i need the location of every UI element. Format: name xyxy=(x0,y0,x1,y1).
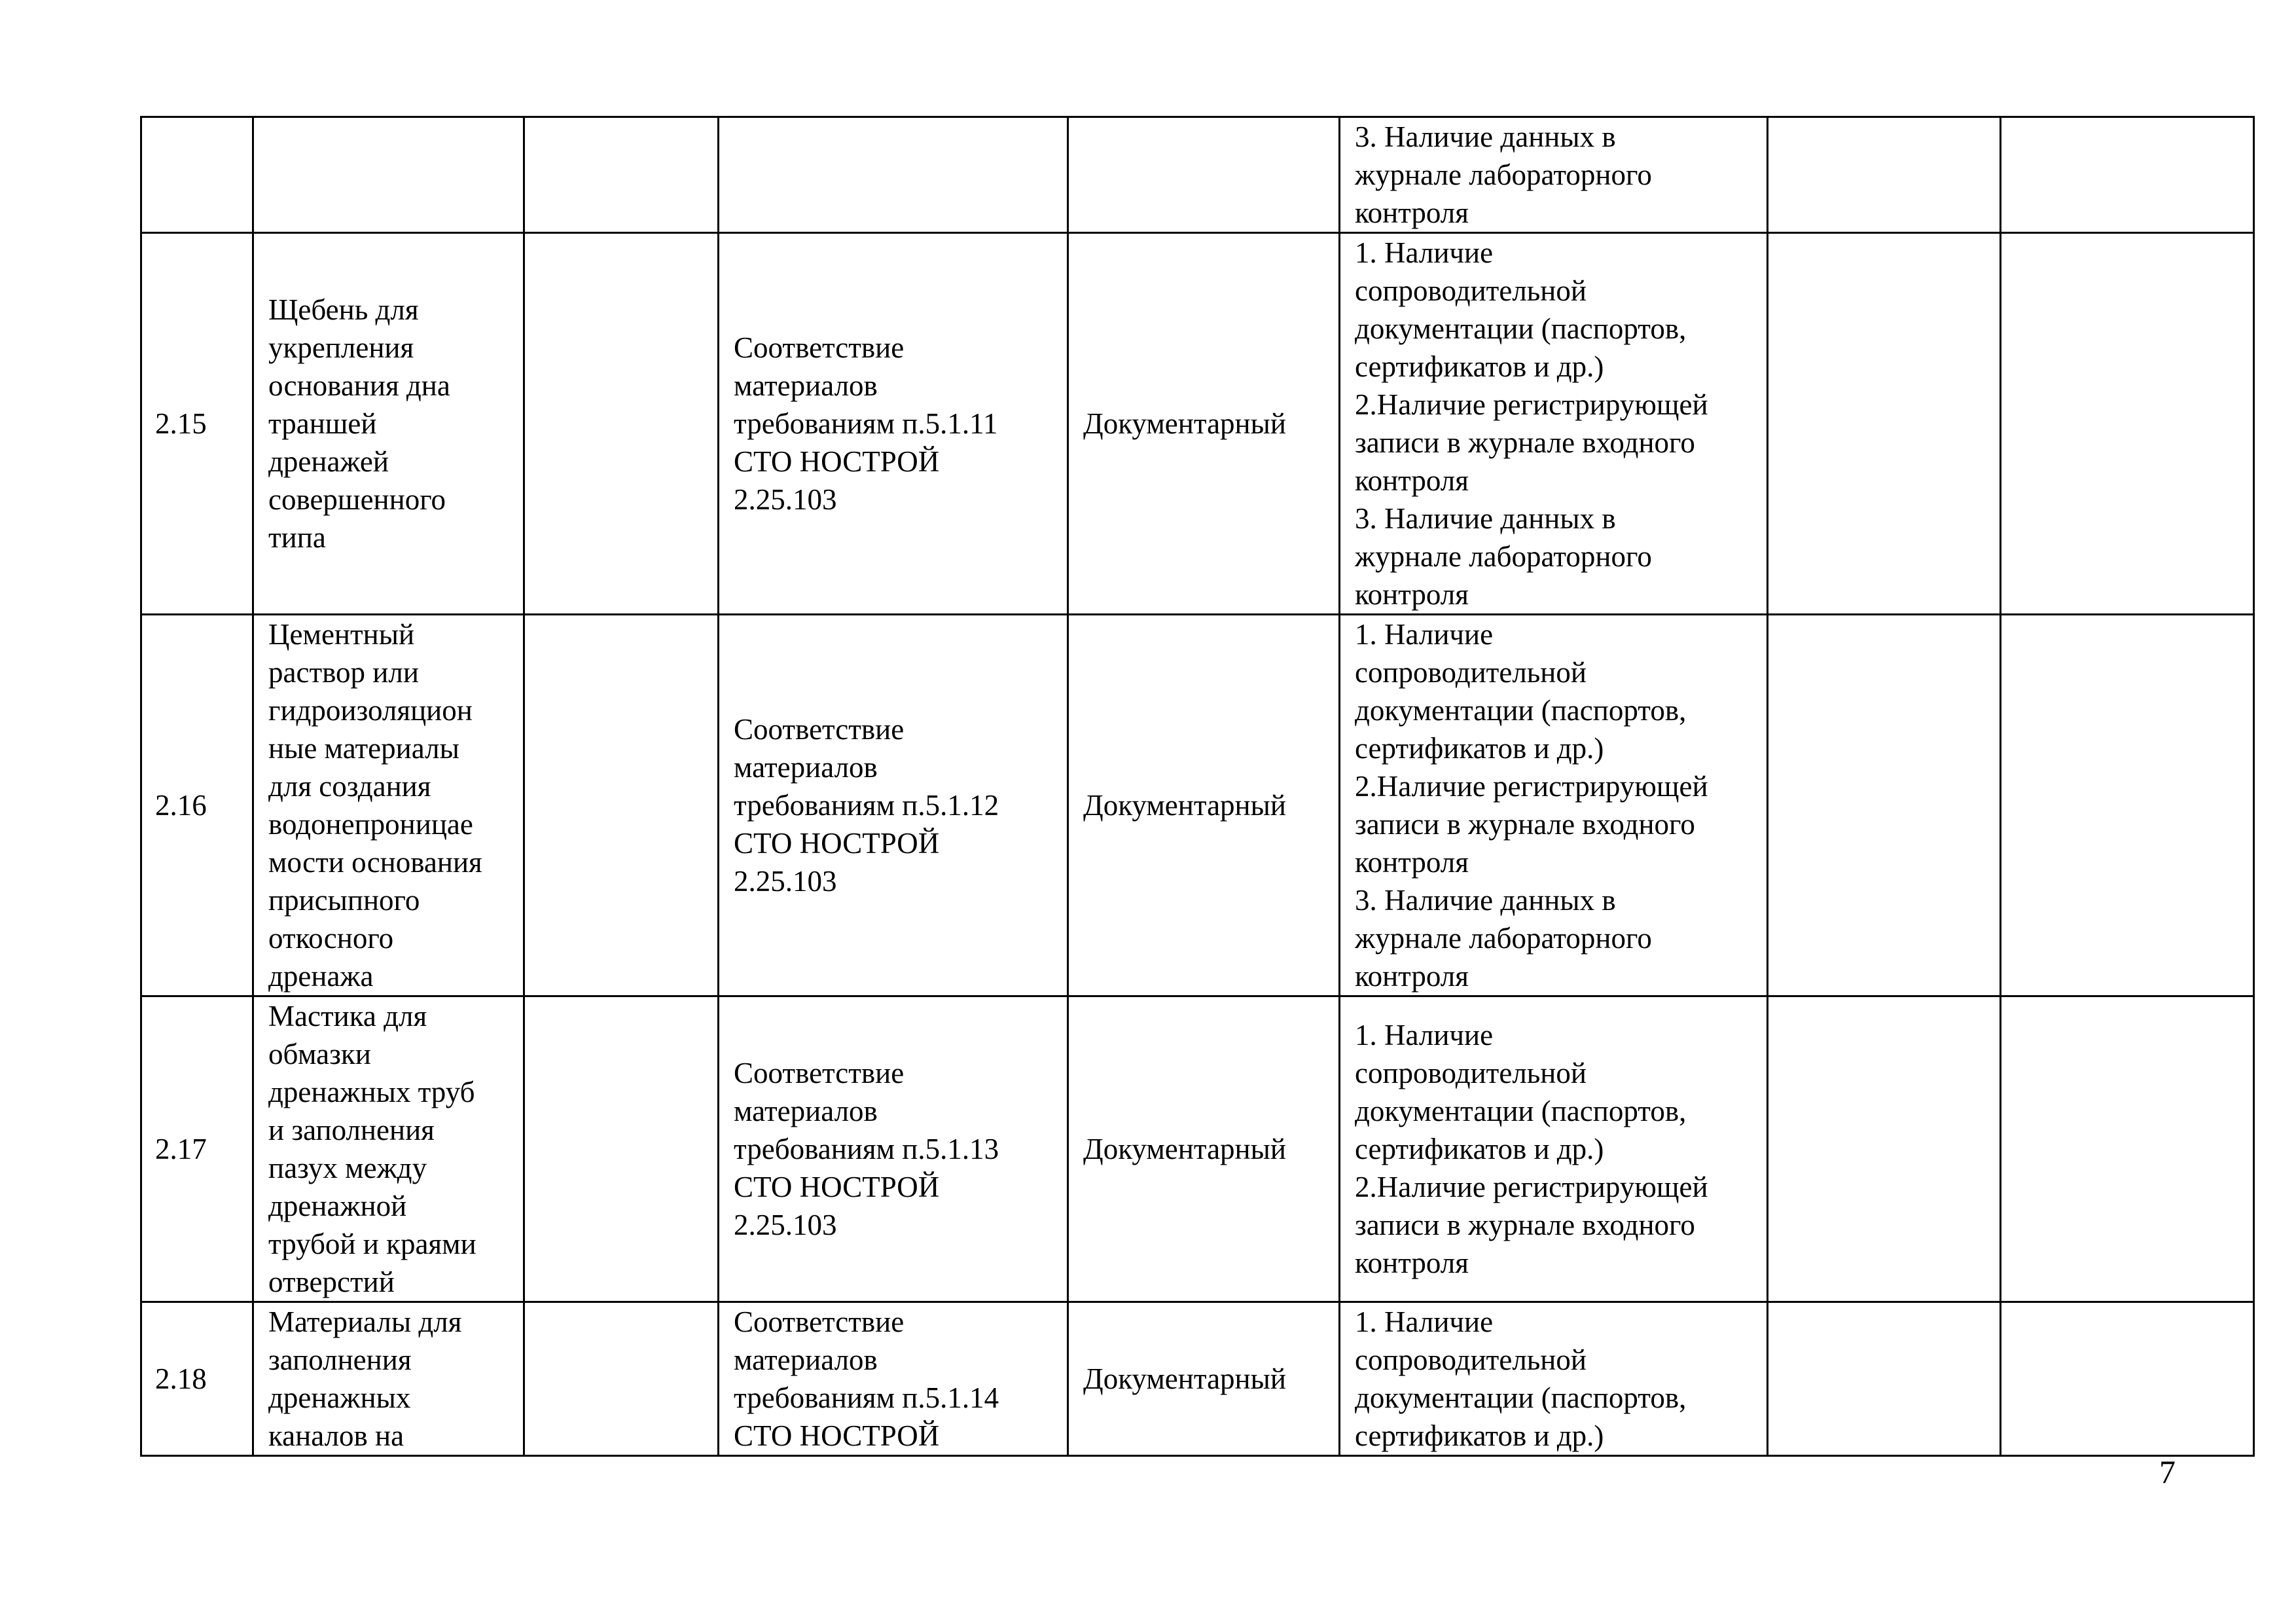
empty-cell xyxy=(1768,233,2001,615)
empty-cell xyxy=(524,1302,719,1456)
empty-cell xyxy=(1768,117,2001,233)
check-criteria-cell: 1. Наличие сопроводительной документации (паспортов, сертификатов и др.) 2.Наличие регистрирующей записи в журнале входного контроля xyxy=(1340,996,1768,1302)
table-row xyxy=(141,615,2254,996)
requirement-cell: Соответствие материалов требованиям п.5.1.12 СТО НОСТРОЙ 2.25.103 xyxy=(719,615,1068,996)
empty-cell xyxy=(1768,996,2001,1302)
empty-cell xyxy=(2001,996,2254,1302)
requirement-cell: Соответствие материалов требованиям п.5.1.13 СТО НОСТРОЙ 2.25.103 xyxy=(719,996,1068,1302)
table-row xyxy=(141,996,2254,1302)
empty-cell xyxy=(2001,615,2254,996)
empty-cell xyxy=(524,615,719,996)
item-number-cell: 2.17 xyxy=(141,996,253,1302)
empty-cell xyxy=(2001,233,2254,615)
empty-cell xyxy=(1768,1302,2001,1456)
control-method-cell xyxy=(1068,117,1340,233)
table-row xyxy=(141,117,2254,233)
empty-cell xyxy=(524,233,719,615)
empty-cell xyxy=(524,117,719,233)
item-name-cell: Щебень для укрепления основания дна траншей дренажей совершенного типа xyxy=(253,233,524,615)
item-number-cell: 2.16 xyxy=(141,615,253,996)
item-number-cell: 2.18 xyxy=(141,1302,253,1456)
item-name-cell: Материалы для заполнения дренажных каналов на xyxy=(253,1302,524,1456)
requirement-cell: Соответствие материалов требованиям п.5.1.14 СТО НОСТРОЙ xyxy=(719,1302,1068,1456)
empty-cell xyxy=(1768,615,2001,996)
table-row xyxy=(141,233,2254,615)
empty-cell xyxy=(524,996,719,1302)
table-row xyxy=(141,1302,2254,1456)
item-number-cell xyxy=(141,117,253,233)
requirement-cell: Соответствие материалов требованиям п.5.1.11 СТО НОСТРОЙ 2.25.103 xyxy=(719,233,1068,615)
control-method-cell: Документарный xyxy=(1068,233,1340,615)
item-name-cell: Мастика для обмазки дренажных труб и заполнения пазух между дренажной трубой и краями отверстий xyxy=(253,996,524,1302)
empty-cell xyxy=(2001,1302,2254,1456)
check-criteria-cell: 1. Наличие сопроводительной документации (паспортов, сертификатов и др.) 2.Наличие регистрирующей записи в журнале входного контроля 3. Наличие данных в журнале лабораторного контроля xyxy=(1340,615,1768,996)
item-number-cell: 2.15 xyxy=(141,233,253,615)
empty-cell xyxy=(2001,117,2254,233)
check-criteria-cell: 1. Наличие сопроводительной документации (паспортов, сертификатов и др.) 2.Наличие регистрирующей записи в журнале входного контроля 3. Наличие данных в журнале лабораторного контроля xyxy=(1340,233,1768,615)
check-criteria-cell: 3. Наличие данных в журнале лабораторного контроля xyxy=(1340,117,1768,233)
control-method-cell: Документарный xyxy=(1068,996,1340,1302)
check-criteria-cell: 1. Наличие сопроводительной документации (паспортов, сертификатов и др.) xyxy=(1340,1302,1768,1456)
inspection-table xyxy=(140,116,2255,1457)
item-name-cell: Цементный раствор или гидроизоляцион ные материалы для создания водонепроницае мости основания присыпного откосного дренажа xyxy=(253,615,524,996)
requirement-cell xyxy=(719,117,1068,233)
page-number: 7 xyxy=(2159,1453,2176,1490)
item-name-cell xyxy=(253,117,524,233)
control-method-cell: Документарный xyxy=(1068,1302,1340,1456)
control-method-cell: Документарный xyxy=(1068,615,1340,996)
